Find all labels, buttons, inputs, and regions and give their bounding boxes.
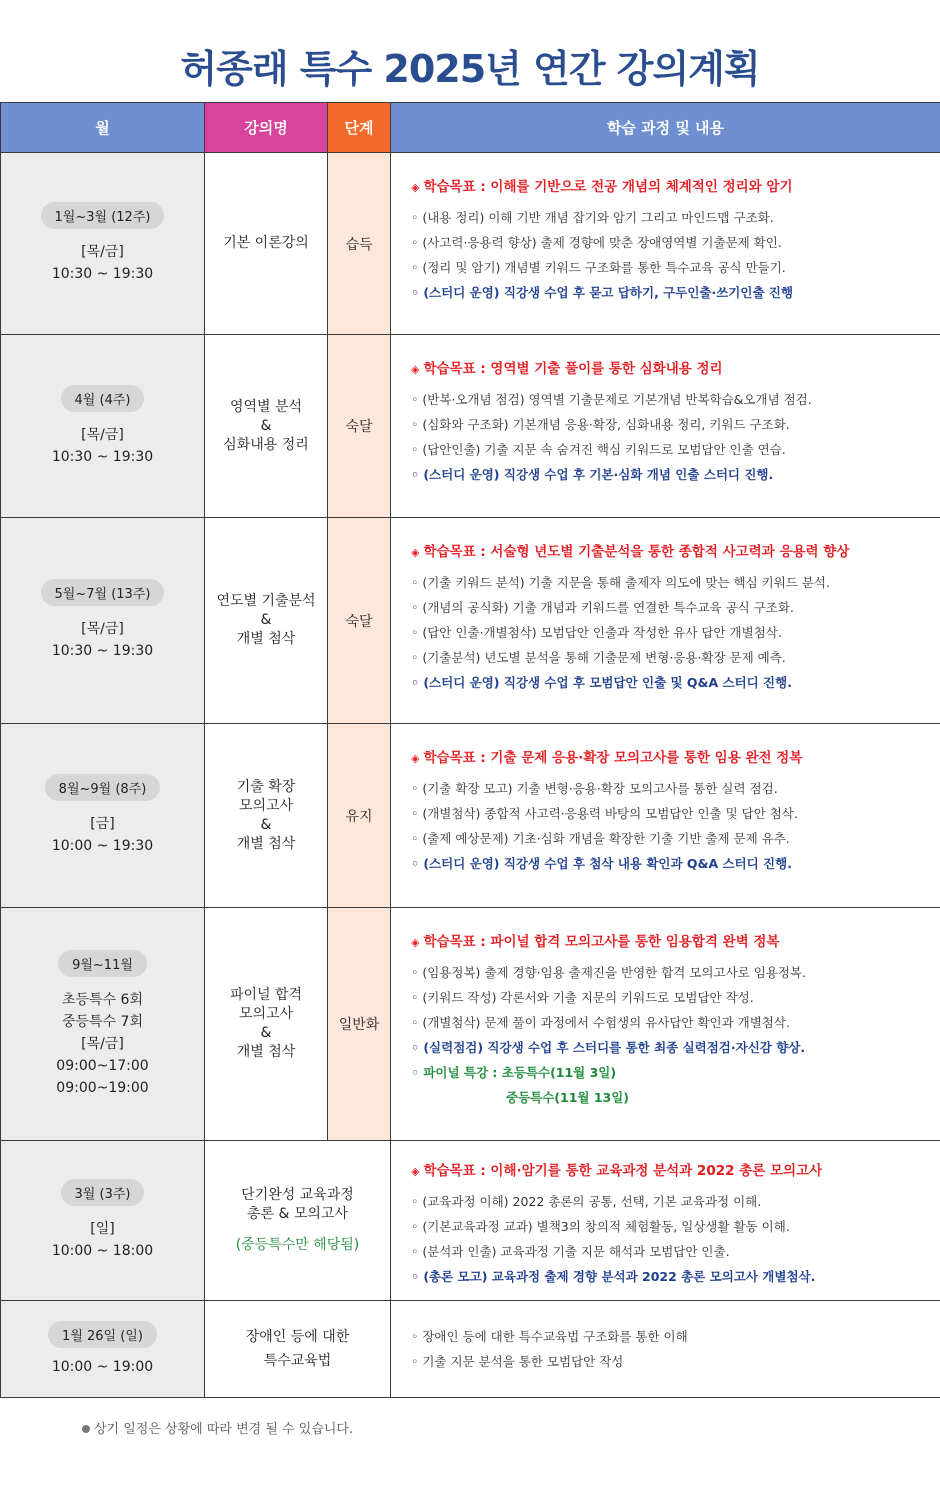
lecture-name: 기출 확장 [236, 778, 296, 795]
stage-cell: 숙달 [328, 335, 391, 518]
schedule-line: [금] [90, 816, 115, 832]
schedule-line: 10:30 ~ 19:30 [51, 643, 154, 659]
lecture-name: 연도별 기출분석 [216, 593, 316, 609]
schedule-line: 10:00 ~ 19:00 [51, 1358, 154, 1375]
schedule-line: 10:30 ~ 19:30 [51, 266, 154, 282]
lecture-cell [205, 1301, 391, 1398]
lecture-cell [205, 153, 328, 335]
learning-goal: ◈ 학습목표 : 서술형 년도별 기출분석을 통한 종합적 사고력과 응용력 향상 [411, 544, 850, 560]
lecture-cell [205, 908, 328, 1141]
table-row [1, 724, 940, 908]
content-cell [391, 335, 940, 518]
lecture-name: 기본 이론강의 [223, 235, 309, 251]
period-badge: 1월 26일 (일) [48, 1321, 157, 1348]
bullet-icon [82, 1425, 90, 1433]
schedule-line: 09:00~17:00 [56, 1057, 149, 1074]
diamond-icon: ◈ [411, 181, 420, 194]
period-badge: 1월~3월 (12주) [41, 202, 165, 229]
diamond-icon: ◈ [411, 363, 420, 376]
learning-goal: ◈ 학습목표 : 파이널 합격 모의고사를 통한 임용합격 완벽 정복 [411, 934, 780, 950]
lecture-name: & [260, 816, 272, 833]
content-item-study: ◦ (실력점검) 직강생 수업 후 스터디를 통한 최종 실력점검·자신감 향상. [411, 1040, 806, 1055]
content-item: ◦ (개념의 공식화) 기출 개념과 키워드를 연결한 특수교육 공식 구조화. [411, 600, 794, 615]
lecture-name: 개별 첨삭 [236, 1044, 296, 1060]
schedule-line: [목/금] [81, 426, 124, 443]
content-item-study: ◦ (총론 모고) 교육과정 출제 경향 분석과 2022 총론 모의고사 개별첨삭. [411, 1269, 816, 1284]
stage-cell: 유지 [328, 724, 391, 908]
period-badge: 3월 (3주) [61, 1179, 145, 1206]
schedule-line: 10:00 ~ 18:00 [51, 1243, 154, 1259]
table-row [1, 1141, 940, 1301]
content-item: ◦ (사고력·응용력 향상) 출제 경향에 맞춘 장애영역별 기출문제 확인. [411, 235, 782, 250]
table-row [1, 908, 940, 1141]
content-item-study: ◦ (스터디 운영) 직강생 수업 후 묻고 답하기, 구두인출·쓰기인출 진행 [411, 285, 794, 300]
header-content: 학습 과정 및 내용 [391, 103, 940, 153]
period-badge: 5월~7월 (13주) [41, 579, 165, 606]
content-item: ◦ (답안인출) 기출 지문 속 숨겨진 핵심 키워드로 모범답안 인출 연습. [411, 442, 786, 457]
diamond-icon: ◈ [411, 546, 420, 559]
lecture-name: 파이널 합격 [229, 987, 303, 1003]
schedule-line: 10:00 ~ 19:30 [51, 838, 154, 854]
content-item: ◦ (기본교육과정 교과) 별책3의 창의적 체험활동, 일상생활 활동 이해. [411, 1219, 790, 1234]
schedule-line: [목/금] [81, 1035, 124, 1052]
lecture-name: 심화내용 정리 [223, 436, 309, 453]
lecture-name: 개별 첨삭 [236, 835, 296, 852]
lecture-name: 특수교육법 [263, 1353, 332, 1369]
content-item: ◦ (출제 예상문제) 기초·심화 개념을 확장한 기출 기반 출제 문제 유추. [411, 831, 790, 846]
lecture-name: 총론 & 모의고사 [247, 1206, 348, 1222]
lecture-note: (중등특수만 해당됨) [235, 1237, 360, 1253]
table-row [1, 1301, 940, 1398]
content-item: ◦ (심화와 구조화) 기본개념 응용·확장, 심화내용 정리, 키워드 구조화. [411, 417, 790, 432]
table-row [1, 153, 940, 335]
content-cell [391, 1301, 940, 1398]
final-special-lecture: ◦ 파이널 특강 : 초등특수(11월 3일) [411, 1065, 617, 1080]
lecture-name: & [260, 417, 272, 434]
content-item: ◦ (기출 키워드 분석) 기출 지문을 통해 출제자 의도에 맞는 핵심 키워드 분석. [411, 575, 830, 590]
schedule-line: [목/금] [81, 244, 124, 260]
lecture-name: 장애인 등에 대한 [245, 1329, 350, 1345]
content-item-study: ◦ (스터디 운영) 직강생 수업 후 첨삭 내용 확인과 Q&A 스터디 진행. [411, 856, 792, 871]
period-badge: 8월~9월 (8주) [45, 774, 161, 801]
period-badge: 9월~11월 [58, 950, 147, 977]
lecture-name: 단기완성 교육과정 [241, 1187, 354, 1203]
lecture-name: 영역별 분석 [229, 398, 303, 415]
month-cell [1, 335, 205, 518]
content-item: ◦ (키워드 작성) 각론서와 기출 지문의 키워드로 모범답안 작성. [411, 990, 754, 1005]
lecture-name: & [260, 1025, 272, 1041]
learning-goal: ◈ 학습목표 : 영역별 기출 풀이를 통한 심화내용 정리 [411, 361, 723, 377]
table-header-row [1, 103, 940, 153]
lecture-cell [205, 1141, 391, 1301]
content-item: ◦ (기출 확장 모고) 기출 변형·응용·확장 모의고사를 통한 실력 점검. [411, 781, 778, 796]
content-item: ◦ (반복·오개념 점검) 영역별 기출문제로 기본개념 반복학습&오개념 점검. [411, 392, 812, 407]
learning-goal: ◈ 학습목표 : 이해를 기반으로 전공 개념의 체계적인 정리와 암기 [411, 179, 793, 195]
header-stage: 단계 [328, 103, 391, 153]
header-month: 월 [1, 103, 205, 153]
content-cell [391, 153, 940, 335]
page-title: 허종래 특수 2025년 연간 강의계획 [180, 47, 760, 91]
table-row [1, 335, 940, 518]
stage-cell: 습득 [328, 153, 391, 335]
month-cell [1, 908, 205, 1141]
content-item: ◦ (임용정복) 출제 경향·임용 출제진을 반영한 합격 모의고사로 임용정복. [411, 965, 806, 980]
content-item: ◦ (내용 정리) 이해 기반 개념 잡기와 암기 그리고 마인드맵 구조화. [411, 210, 774, 225]
schedule-line: 초등특수 6회 [62, 991, 143, 1008]
content-item: ◦ 기출 지문 분석을 통한 모범답안 작성 [411, 1354, 624, 1369]
month-cell [1, 1141, 205, 1301]
content-cell [391, 908, 940, 1141]
content-item: ◦ (정리 및 암기) 개념별 키워드 구조화를 통한 특수교육 공식 만들기. [411, 260, 786, 275]
schedule-line: 10:30 ~ 19:30 [51, 448, 154, 465]
schedule-line: 중등특수 7회 [62, 1013, 143, 1030]
lecture-cell [205, 518, 328, 724]
content-item-study: ◦ (스터디 운영) 직강생 수업 후 기본·심화 개념 인출 스터디 진행. [411, 467, 774, 482]
lecture-name: & [260, 612, 272, 628]
learning-goal: ◈ 학습목표 : 기출 문제 응용·확장 모의고사를 통한 임용 완전 정복 [411, 750, 803, 766]
stage-cell: 숙달 [328, 518, 391, 724]
content-cell [391, 724, 940, 908]
schedule-line: [목/금] [81, 621, 124, 637]
stage-cell: 일반화 [328, 908, 391, 1141]
month-cell [1, 1301, 205, 1398]
schedule-line: [일] [90, 1221, 115, 1237]
table-row [1, 518, 940, 724]
footnote: 상기 일정은 상황에 따라 변경 될 수 있습니다. [82, 1418, 353, 1437]
content-cell [391, 518, 940, 724]
month-cell [1, 518, 205, 724]
month-cell [1, 724, 205, 908]
content-item: ◦ (기출분석) 년도별 분석을 통해 기출문제 변형·응용·확장 문제 예측. [411, 650, 786, 665]
month-cell [1, 153, 205, 335]
content-item: ◦ (개별첨삭) 문제 풀이 과정에서 수험생의 유사답안 확인과 개별첨삭. [411, 1015, 790, 1030]
diamond-icon: ◈ [411, 1165, 420, 1178]
diamond-icon: ◈ [411, 752, 420, 765]
content-item: ◦ 장애인 등에 대한 특수교육법 구조화를 통한 이해 [411, 1329, 688, 1344]
lecture-cell [205, 724, 328, 908]
content-item-study: ◦ (스터디 운영) 직강생 수업 후 모범답안 인출 및 Q&A 스터디 진행. [411, 675, 792, 690]
content-item: ◦ (답안 인출·개별첨삭) 모범답안 인출과 작성한 유사 답안 개별첨삭. [411, 625, 782, 640]
content-cell [391, 1141, 940, 1301]
header-lecture: 강의명 [205, 103, 328, 153]
lecture-name: 모의고사 [238, 797, 294, 814]
lecture-plan-table [0, 102, 940, 1398]
period-badge: 4월 (4주) [61, 385, 145, 412]
lecture-cell [205, 335, 328, 518]
content-item: ◦ (분석과 인출) 교육과정 기출 지문 해석과 모범답안 인출. [411, 1244, 730, 1259]
learning-goal: ◈ 학습목표 : 이해·암기를 통한 교육과정 분석과 2022 총론 모의고사 [411, 1163, 823, 1179]
schedule-line: 09:00~19:00 [56, 1079, 149, 1096]
diamond-icon: ◈ [411, 936, 420, 949]
content-item: ◦ (교육과정 이해) 2022 총론의 공통, 선택, 기본 교육과정 이해. [411, 1194, 762, 1209]
lecture-name: 개별 첨삭 [236, 631, 296, 647]
lecture-name: 모의고사 [238, 1006, 294, 1022]
final-special-lecture-secondary: 중등특수(11월 13일) [506, 1090, 630, 1105]
content-item: ◦ (개별첨삭) 종합적 사고력·응용력 바탕의 모범답안 인출 및 답안 첨삭. [411, 806, 798, 821]
